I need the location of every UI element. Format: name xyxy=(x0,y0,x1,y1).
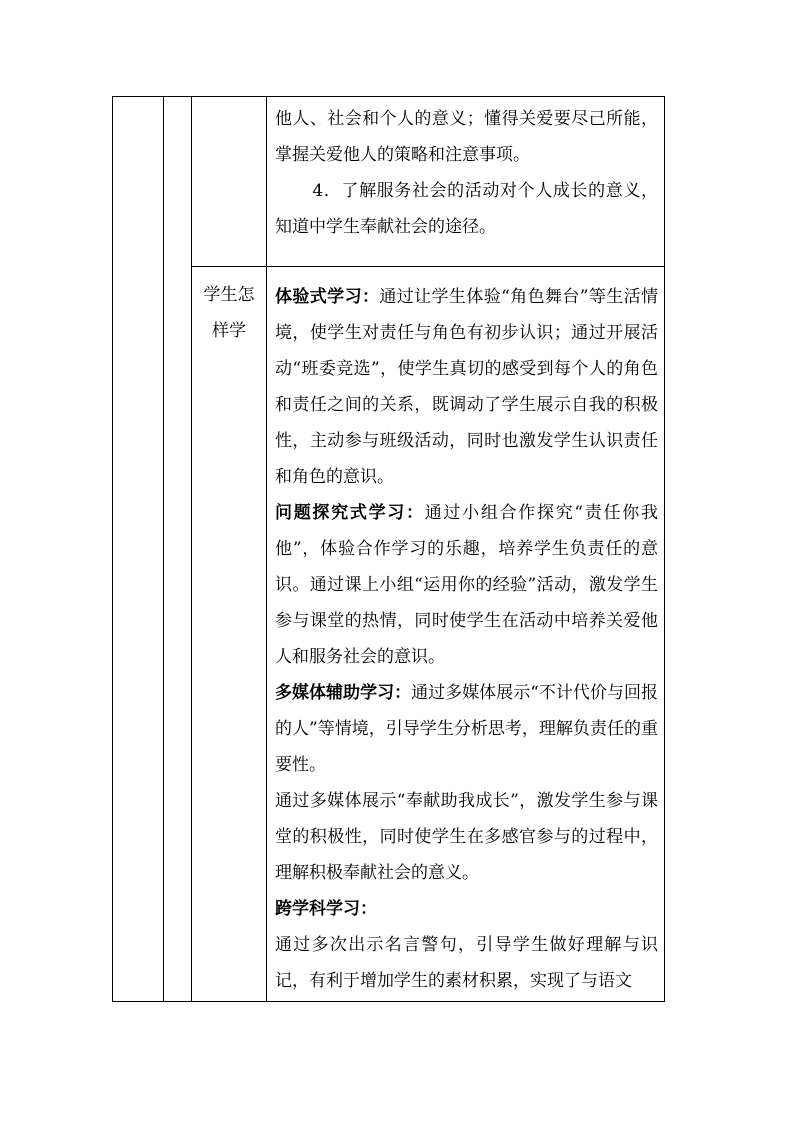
merged-cell-col2 xyxy=(164,97,192,1002)
empty-label-cell xyxy=(192,97,267,267)
label-cell xyxy=(192,267,267,1002)
section-text: 通过小组合作探究“责任你我他”，体验合作学习的乐趣，培养学生负责任的意识。通过课上小组“运用你的经验”活动，激发学生参与课堂的热情，同时使学生在活动中培养关爱他人和服务社会的意识。 xyxy=(275,503,658,667)
objective-text-4: 4．了解服务社会的活动对个人成长的意义，知道中学生奉献社会的途径。 xyxy=(275,181,658,237)
section-experiential xyxy=(275,279,658,495)
section-text: 通过让学生体验“角色舞台”等生活情境，使学生对责任与角色有初步认识；通过开展活动“班委竞选”，使学生真切的感受到每个人的角色和责任之间的关系，既调动了学生展示自我的积极性，主动参与班级活动，同时也激发学生认识责任和角色的意识。 xyxy=(275,287,659,487)
section-text: 通过多媒体展示“奉献助我成长”，激发学生参与课堂的积极性，同时使学生在多感官参与的过程中，理解积极奉献社会的意义。 xyxy=(275,791,658,883)
merged-cell-col1 xyxy=(113,97,164,1002)
section-heading: 多媒体辅助学习： xyxy=(275,683,412,703)
row-label: 学生怎样学 xyxy=(203,285,255,341)
section-heading: 体验式学习： xyxy=(275,287,380,307)
lesson-plan-table xyxy=(112,96,665,1002)
section-cross-subject-text xyxy=(275,927,658,999)
section-cross-subject xyxy=(275,891,658,927)
objective-text-3-cont: 他人、社会和个人的意义；懂得关爱要尽己所能，掌握关爱他人的策略和注意事项。 xyxy=(275,109,658,165)
section-text: 通过多媒体展示“不计代价与回报的人”等情境，引导学生分析思考，理解负责任的重要性。 xyxy=(275,683,658,775)
objectives-cell xyxy=(267,97,665,267)
table-row-objectives xyxy=(113,97,665,267)
section-inquiry xyxy=(275,495,658,675)
section-heading: 跨学科学习： xyxy=(275,899,377,919)
section-heading: 问题探究式学习： xyxy=(275,503,425,523)
section-multimedia xyxy=(275,675,658,783)
table-row-how-students-learn xyxy=(113,267,665,1002)
learning-methods-cell xyxy=(267,267,665,1002)
section-text: 通过多次出示名言警句，引导学生做好理解与识记，有利于增加学生的素材积累，实现了与语文 xyxy=(275,935,658,991)
section-multimedia-2 xyxy=(275,783,658,891)
